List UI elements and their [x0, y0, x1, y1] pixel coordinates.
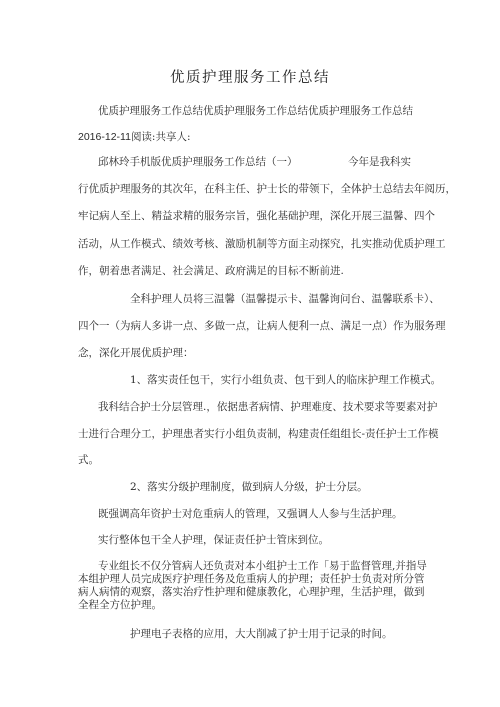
paragraph-5: 实行整体包干全人护理，保证责任护士管床到位。: [98, 534, 329, 546]
paragraph-4: 既强调高年资护士对危重病人的管理，又强调人人参与生活护理。: [98, 508, 403, 520]
document-title: 优质护理服务工作总结: [170, 70, 330, 86]
paragraph-1-first-b: 今年是我科实: [348, 156, 411, 168]
paragraph-3-line: 士进行合理分工，护理患者实行小组负责制，构建责任组组长-责任护士工作模: [78, 428, 439, 440]
paragraph-7: 护理电子表格的应用，大大削减了护士用于记录的时间。: [130, 628, 393, 640]
meta-date: 2016-12-11: [78, 131, 131, 143]
paragraph-3-line: 式。: [78, 454, 99, 466]
paragraph-3-line: 我科结合护士分层管理.，依据患者病情、护理难度、技术要求等要素对护: [98, 401, 438, 413]
paragraph-2-line: 念，深化开展优质护理：: [78, 347, 194, 359]
section-heading-2: 2、落实分级护理制度，做到病人分级，护士分层。: [130, 481, 368, 493]
subtitle-line: 优质护理服务工作总结优质护理服务工作总结优质护理服务工作总结: [98, 105, 413, 117]
section-heading-1: 1、落实责任包干，实行小组负责、包干到人的临床护理工作模式。: [130, 374, 442, 386]
paragraph-2-line: 全科护理人员将三温馨（温馨提示卡、温馨询问台、温馨联系卡）、: [130, 293, 440, 305]
paragraph-1-line: 作，朝着患者满足、社会满足、政府满足的目标不断前进.: [78, 265, 344, 277]
paragraph-1-line: 活动，从工作模式、绩效考核、激励机制等方面主动探究，扎实推动优质护理工: [78, 238, 446, 250]
paragraph-1-first-a: 邱林玲手机版优质护理服务工作总结（一）: [98, 156, 298, 168]
meta-info: 阅读:共享人:: [130, 131, 191, 143]
paragraph-1-line: 牢记病人至上、精益求精的服务宗旨，强化基础护理，深化开展三温馨、四个: [78, 210, 435, 222]
paragraph-6: 专业组长不仅分管病人还负责对本小组护士工作「易于监督管理,并指导本组护理人员完成医疗护理任务及危重病人的护理；责任护士负责对所分管病人病情的观察，落实治疗性护理和健康教化，心理护理，生活护理，做到全程全方位护理。: [78, 560, 427, 611]
meta-line: [78, 130, 191, 144]
paragraph-1-line: 行优质护理服务的其次年，在科主任、护士长的带领下，全体护士总结去年阅历，: [78, 183, 456, 195]
paragraph-2-line: 四个一（为病人多讲一点、多做一点，让病人便利一点、满足一点）作为服务理: [78, 320, 446, 332]
